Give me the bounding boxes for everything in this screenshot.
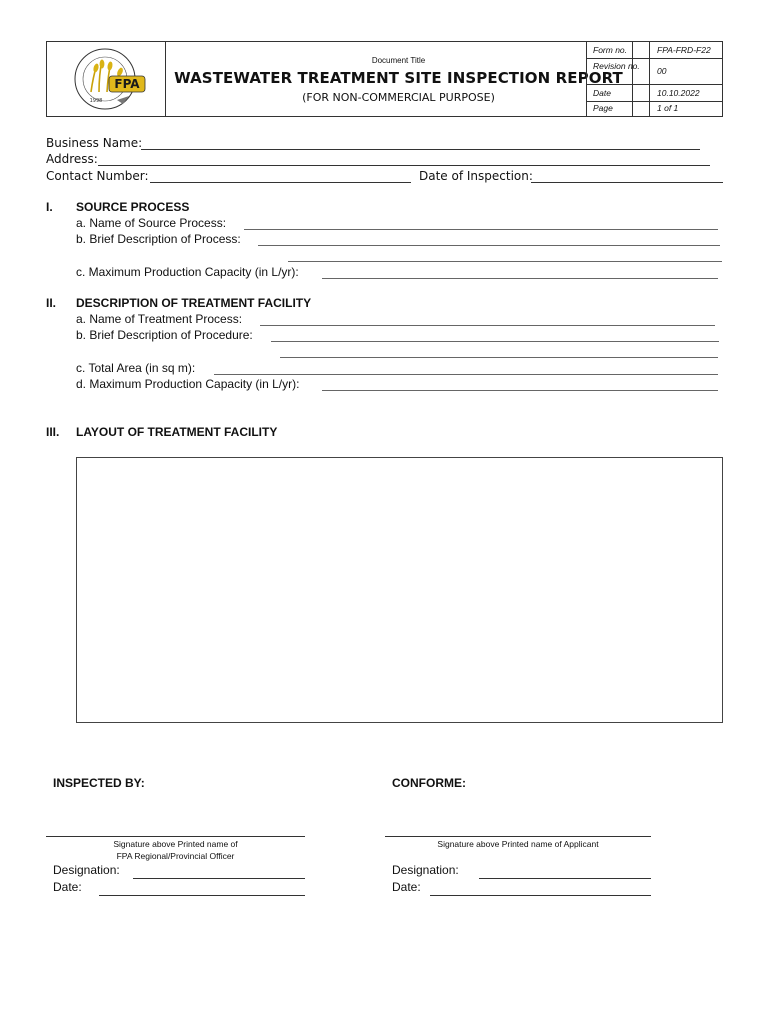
meta-value: 1 of 1 — [657, 103, 679, 113]
source-process-name-field[interactable] — [244, 229, 718, 230]
facility-max-capacity-label: d. Maximum Production Capacity (in L/yr): — [76, 377, 300, 391]
inspector-date-label: Date: — [53, 880, 82, 894]
applicant-designation-label: Designation: — [392, 863, 459, 877]
facility-layout-drawing-area[interactable] — [76, 457, 723, 723]
section-2-title: DESCRIPTION OF TREATMENT FACILITY — [76, 296, 312, 310]
address-field[interactable] — [98, 165, 710, 166]
meta-row-form-no — [587, 42, 723, 59]
total-area-label: c. Total Area (in sq m): — [76, 361, 196, 375]
report-subtitle: (FOR NON-COMMERCIAL PURPOSE) — [302, 91, 495, 104]
conforme-heading: CONFORME: — [392, 776, 466, 790]
meta-row-page — [587, 101, 723, 116]
logo-text: FPA — [114, 77, 140, 91]
inspector-designation-label: Designation: — [53, 863, 120, 877]
address-label: Address: — [46, 152, 98, 166]
procedure-description-field-line-2[interactable] — [280, 357, 718, 358]
meta-column-divider — [649, 41, 650, 117]
procedure-description-field[interactable] — [271, 341, 719, 342]
meta-row-revision — [587, 58, 723, 85]
section-2-number: II. — [46, 296, 57, 310]
section-3-title: LAYOUT OF TREATMENT FACILITY — [76, 425, 278, 439]
inspector-date-field[interactable] — [99, 895, 305, 896]
meta-key: Form no. — [593, 45, 628, 55]
inspection-date-label: Date of Inspection: — [419, 169, 533, 183]
fpa-logo — [47, 42, 165, 116]
source-process-name-label: a. Name of Source Process: — [76, 216, 227, 230]
document-title-label: Document Title — [371, 56, 426, 65]
inspector-caption-line-2: FPA Regional/Provincial Officer — [116, 851, 235, 861]
meta-key: Revision no. — [593, 61, 640, 71]
total-area-field[interactable] — [214, 374, 718, 375]
meta-value: FPA-FRD-F22 — [657, 45, 711, 55]
report-title: WASTEWATER TREATMENT SITE INSPECTION REPORT — [174, 69, 623, 87]
logo-year: 1998 — [89, 98, 103, 104]
procedure-description-label: b. Brief Description of Procedure: — [76, 328, 253, 342]
source-max-capacity-label: c. Maximum Production Capacity (in L/yr): — [76, 265, 299, 279]
inspector-signature-caption — [46, 838, 305, 862]
treatment-process-name-label: a. Name of Treatment Process: — [76, 312, 243, 326]
title-cell — [165, 42, 633, 116]
facility-max-capacity-field[interactable] — [322, 390, 718, 391]
meta-value: 00 — [657, 66, 667, 76]
inspection-date-field[interactable] — [531, 182, 723, 183]
section-1-title: SOURCE PROCESS — [76, 200, 190, 214]
section-1-number: I. — [46, 200, 53, 214]
source-max-capacity-field[interactable] — [322, 278, 718, 279]
business-name-field[interactable] — [141, 149, 700, 150]
applicant-date-field[interactable] — [430, 895, 651, 896]
meta-value: 10.10.2022 — [657, 88, 700, 98]
applicant-signature-caption: Signature above Printed name of Applicant — [437, 839, 599, 849]
applicant-date-label: Date: — [392, 880, 421, 894]
form-meta-table — [586, 41, 723, 117]
logo-cell — [47, 42, 166, 116]
business-name-label: Business Name: — [46, 136, 143, 150]
treatment-process-name-field[interactable] — [260, 325, 715, 326]
process-description-field-line-2[interactable] — [288, 261, 722, 262]
inspector-designation-field[interactable] — [133, 878, 305, 879]
process-description-label: b. Brief Description of Process: — [76, 232, 241, 246]
inspected-by-heading: INSPECTED BY: — [53, 776, 145, 790]
contact-number-field[interactable] — [150, 182, 411, 183]
inspector-caption-line-1: Signature above Printed name of — [113, 839, 238, 849]
meta-key: Page — [593, 103, 613, 113]
meta-key: Date — [593, 88, 611, 98]
inspector-signature-line[interactable] — [46, 836, 305, 837]
meta-row-date — [587, 84, 723, 102]
section-3-number: III. — [46, 425, 60, 439]
applicant-signature-line[interactable] — [385, 836, 651, 837]
process-description-field[interactable] — [258, 245, 720, 246]
contact-number-label: Contact Number: — [46, 169, 149, 183]
applicant-designation-field[interactable] — [479, 878, 651, 879]
